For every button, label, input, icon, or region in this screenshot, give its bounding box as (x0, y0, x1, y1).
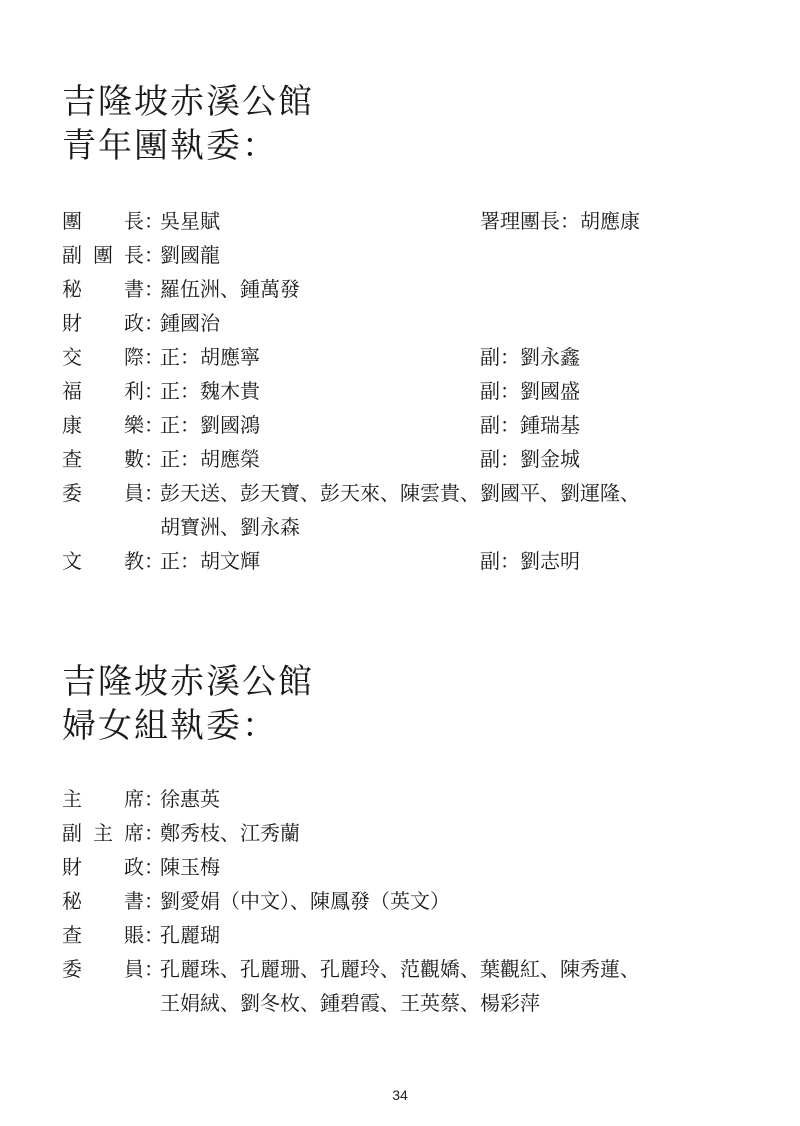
deputy-entry (480, 340, 580, 374)
member-names: 陳玉梅 (160, 855, 220, 879)
roster-row (62, 884, 762, 918)
page-number: 34 (392, 1087, 408, 1103)
deputy-role: 副 (480, 379, 500, 403)
colon: ： (144, 889, 164, 913)
roster-row (62, 374, 762, 408)
role-char: 查 (62, 923, 82, 947)
role-char: 財 (62, 855, 82, 879)
role-char: 主 (93, 821, 113, 845)
member-names: 劉國龍 (160, 243, 220, 267)
deputy-role: 副 (480, 549, 500, 573)
deputy-names: 劉志明 (520, 549, 580, 573)
colon: ： (560, 209, 580, 233)
role-char: 委 (62, 957, 82, 981)
member-names-continued: 胡寶洲、劉永森 (160, 515, 300, 539)
role-char: 書 (124, 889, 144, 913)
role-label (62, 238, 144, 272)
youth-committee-section (62, 80, 762, 578)
member-names: 鍾國治 (160, 311, 220, 335)
colon: ： (500, 549, 520, 573)
deputy-names: 劉金城 (520, 447, 580, 471)
colon: ： (144, 311, 164, 335)
role-label (62, 918, 144, 952)
roster-row (62, 850, 762, 884)
member-names: 正：胡應榮 (160, 447, 260, 471)
deputy-role: 副 (480, 345, 500, 369)
colon: ： (144, 277, 164, 301)
colon: ： (144, 549, 164, 573)
roster-row (62, 408, 762, 442)
role-char: 際 (124, 345, 144, 369)
role-label (62, 272, 144, 306)
roster-row (62, 476, 762, 510)
deputy-entry (480, 442, 580, 476)
role-char: 教 (124, 549, 144, 573)
role-char: 團 (62, 209, 82, 233)
role-label (62, 850, 144, 884)
role-label (62, 442, 144, 476)
role-char: 秘 (62, 277, 82, 301)
role-char: 長 (124, 243, 144, 267)
role-char: 政 (124, 311, 144, 335)
roster-row (62, 952, 762, 986)
member-names: 正：魏木貴 (160, 379, 260, 403)
youth-heading-line2: 青年團執委： (62, 126, 278, 166)
role-char: 利 (124, 379, 144, 403)
colon: ： (500, 447, 520, 471)
role-char: 財 (62, 311, 82, 335)
role-label (62, 816, 144, 850)
colon: ： (144, 413, 164, 437)
role-char: 樂 (124, 413, 144, 437)
role-label (62, 476, 144, 510)
colon: ： (144, 821, 164, 845)
colon: ： (144, 923, 164, 947)
deputy-names: 鍾瑞基 (520, 413, 580, 437)
member-names: 正：胡應寧 (160, 345, 260, 369)
role-label (62, 782, 144, 816)
role-char: 交 (62, 345, 82, 369)
role-char: 副 (62, 243, 82, 267)
roster-row (62, 204, 762, 238)
role-label (62, 952, 144, 986)
member-names: 吳星賦 (160, 209, 220, 233)
deputy-names: 劉國盛 (520, 379, 580, 403)
role-char: 查 (62, 447, 82, 471)
roster-row (62, 306, 762, 340)
roster-row (62, 544, 762, 578)
women-roster (62, 782, 762, 1020)
deputy-entry (480, 374, 580, 408)
role-char: 書 (124, 277, 144, 301)
roster-row (62, 238, 762, 272)
role-char: 委 (62, 481, 82, 505)
role-label (62, 408, 144, 442)
member-names: 羅伍洲、鍾萬發 (160, 277, 300, 301)
member-names: 劉愛娟（中文）、陳鳳發（英文） (160, 889, 450, 913)
role-char: 副 (62, 821, 82, 845)
deputy-names: 劉永鑫 (520, 345, 580, 369)
women-heading-line1: 吉隆坡赤溪公館 (62, 662, 314, 702)
role-char: 主 (62, 787, 82, 811)
member-names: 正：胡文輝 (160, 549, 260, 573)
colon: ： (144, 345, 164, 369)
colon: ： (144, 957, 164, 981)
deputy-role: 副 (480, 447, 500, 471)
colon: ： (144, 447, 164, 471)
role-char: 賬 (124, 923, 144, 947)
role-char: 員 (124, 957, 144, 981)
role-char: 數 (124, 447, 144, 471)
member-names: 正：劉國鴻 (160, 413, 260, 437)
deputy-entry (480, 204, 640, 238)
role-char: 康 (62, 413, 82, 437)
roster-row (62, 918, 762, 952)
colon: ： (144, 481, 164, 505)
roster-row (62, 272, 762, 306)
roster-row (62, 340, 762, 374)
colon: ： (144, 855, 164, 879)
youth-heading-line1: 吉隆坡赤溪公館 (62, 82, 314, 122)
role-char: 文 (62, 549, 82, 573)
colon: ： (144, 787, 164, 811)
deputy-role: 副 (480, 413, 500, 437)
role-char: 長 (124, 209, 144, 233)
role-label (62, 306, 144, 340)
member-names-continued: 王娟絨、劉冬枚、鍾碧霞、王英蔡、楊彩萍 (160, 991, 540, 1015)
member-names: 孔麗瑚 (160, 923, 220, 947)
role-char: 席 (124, 821, 144, 845)
member-names: 孔麗珠、孔麗珊、孔麗玲、范觀嬌、葉觀紅、陳秀蓮、 (160, 957, 640, 981)
colon: ： (144, 379, 164, 403)
deputy-entry (480, 408, 580, 442)
women-heading-line2: 婦女組執委： (62, 706, 278, 746)
roster-row (62, 816, 762, 850)
role-label (62, 204, 144, 238)
colon: ： (500, 413, 520, 437)
roster-row (62, 782, 762, 816)
role-char: 福 (62, 379, 82, 403)
roster-row (62, 442, 762, 476)
member-names: 徐惠英 (160, 787, 220, 811)
youth-roster (62, 204, 762, 578)
role-char: 政 (124, 855, 144, 879)
role-label (62, 884, 144, 918)
role-char: 團 (93, 243, 113, 267)
member-names: 彭天送、彭天寶、彭天來、陳雲貴、劉國平、劉運隆、 (160, 481, 640, 505)
role-char: 秘 (62, 889, 82, 913)
member-names: 鄭秀枝、江秀蘭 (160, 821, 300, 845)
colon: ： (500, 345, 520, 369)
colon: ： (144, 209, 164, 233)
deputy-names: 胡應康 (580, 209, 640, 233)
role-char: 席 (124, 787, 144, 811)
role-label (62, 374, 144, 408)
role-label (62, 544, 144, 578)
role-char: 員 (124, 481, 144, 505)
deputy-role: 署理團長 (480, 209, 560, 233)
women-committee-section (62, 660, 762, 1020)
colon: ： (500, 379, 520, 403)
role-label (62, 340, 144, 374)
colon: ： (144, 243, 164, 267)
deputy-entry (480, 544, 580, 578)
